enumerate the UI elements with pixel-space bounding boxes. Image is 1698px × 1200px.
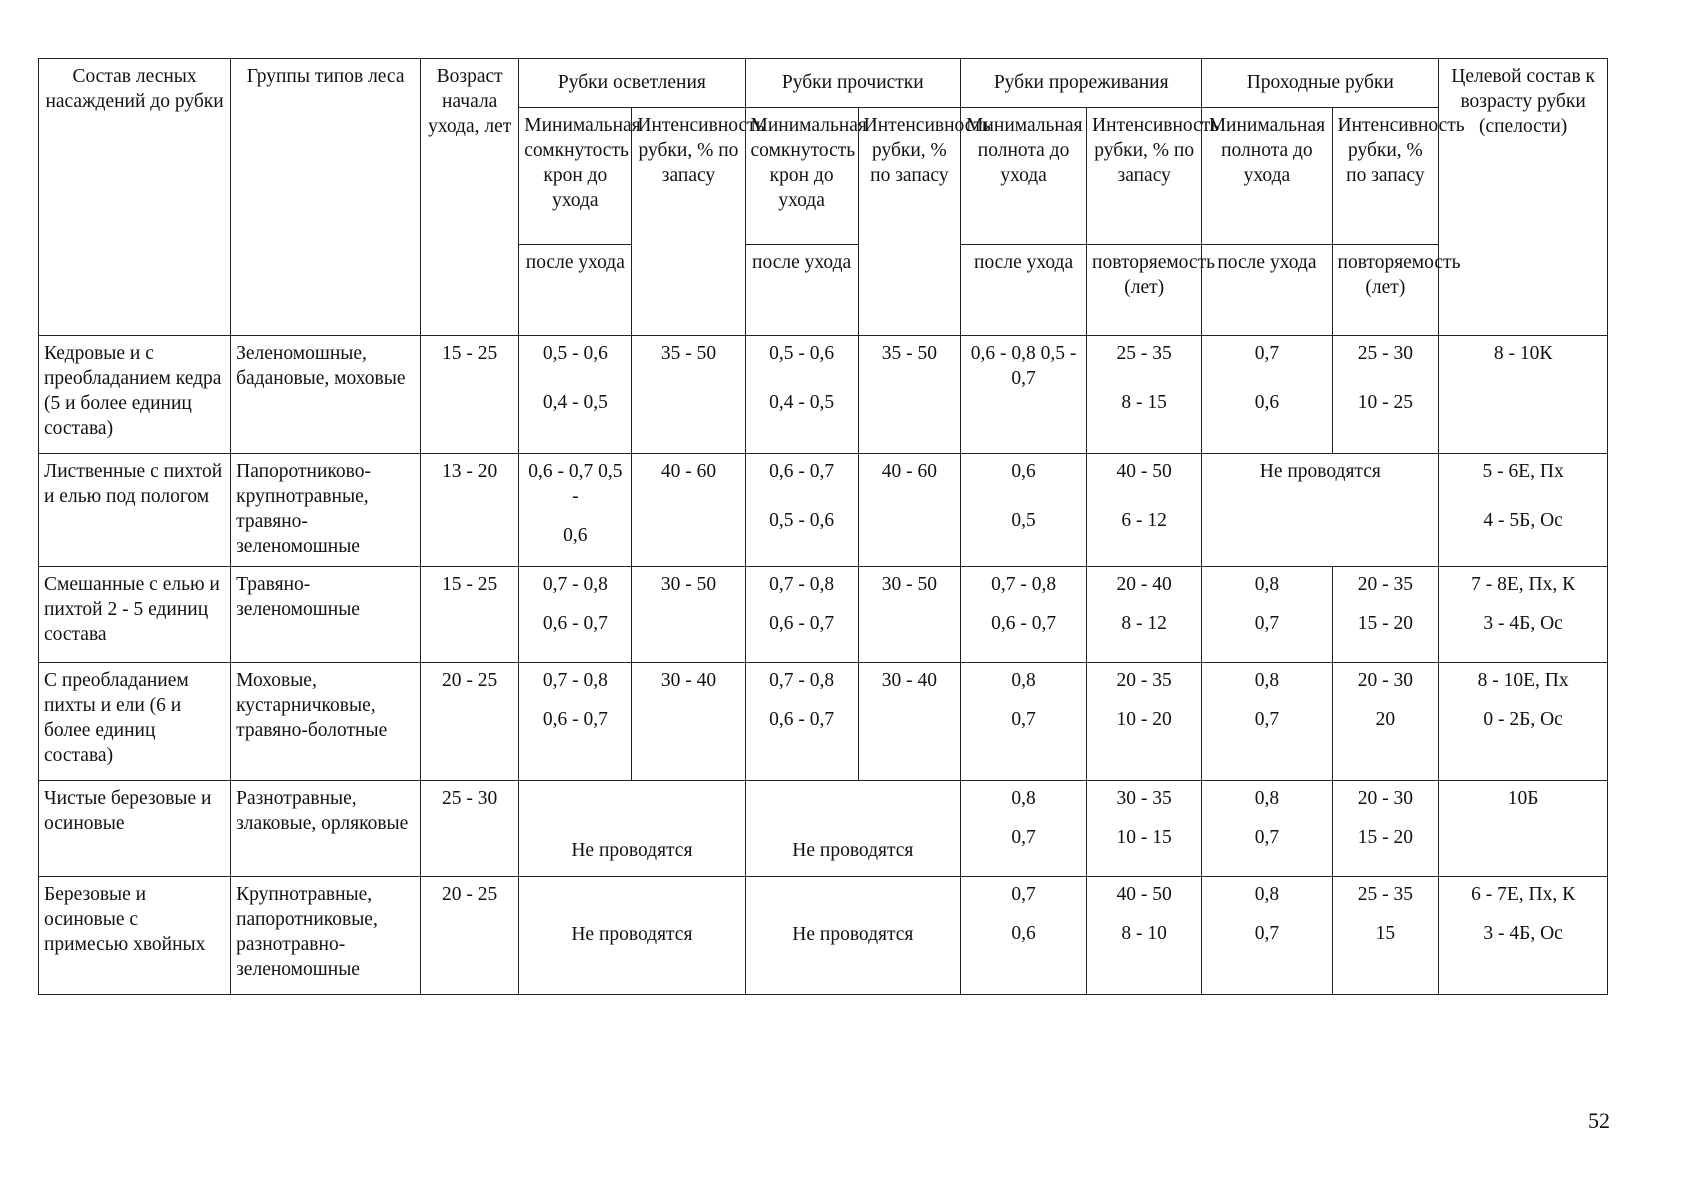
value-before: 0,6 - 0,7 0,5 - <box>528 461 623 507</box>
lightening-min-cell <box>519 566 632 662</box>
value-before: 0,8 <box>1254 787 1280 809</box>
header-thinning: Рубки прореживания <box>961 59 1202 108</box>
value-after: 0,4 - 0,5 <box>769 391 835 413</box>
lightening-not-applied-cell: Не проводятся <box>519 876 745 994</box>
lightening-int-cell: 35 - 50 <box>632 336 745 454</box>
thinning-min-cell <box>961 876 1087 994</box>
thinning-min-cell <box>961 566 1087 662</box>
value-after: 0,7 <box>1011 826 1036 848</box>
thinning-int-cell <box>1087 876 1202 994</box>
forest-group-cell: Крупнотравные, папоротниковые, разнотравно-зеленомошные <box>231 876 421 994</box>
age-cell: 25 - 30 <box>421 780 519 876</box>
value-intensity: 20 - 40 <box>1116 573 1172 595</box>
header-passing-min: Минимальная полнота до ухода <box>1202 108 1332 245</box>
age-cell: 20 - 25 <box>421 876 519 994</box>
value-after: 0,6 <box>1011 922 1036 944</box>
value-repeat: 10 - 20 <box>1116 708 1172 730</box>
value-before: 0,6 - 0,7 <box>769 461 835 482</box>
target-secondary: 0 - 2Б, Ос <box>1483 708 1563 730</box>
value-after: 0,6 - 0,7 <box>769 708 835 730</box>
composition-cell: Березовые и осиновые с примесью хвойных <box>39 876 231 994</box>
value-repeat: 15 - 20 <box>1357 826 1413 848</box>
value-repeat: 20 <box>1375 708 1396 730</box>
thinning-min-cell <box>961 662 1087 780</box>
value-intensity: 20 - 35 <box>1357 573 1413 595</box>
target-primary: 7 - 8Е, Пх, К <box>1471 573 1576 595</box>
lightening-int-cell: 30 - 50 <box>632 566 745 662</box>
thinning-int-cell <box>1087 454 1202 567</box>
composition-cell: Лиственные с пихтой и елью под пологом <box>39 454 231 567</box>
value-before: 0,7 - 0,8 <box>542 669 608 691</box>
header-passing-repeat: повторяемость (лет) <box>1332 245 1439 336</box>
lightening-int-cell: 30 - 40 <box>632 662 745 780</box>
value-intensity: 20 - 30 <box>1357 669 1413 691</box>
value-repeat: 8 - 12 <box>1121 612 1167 634</box>
value-before: 0,5 - 0,6 <box>542 343 608 364</box>
value-before: 0,7 - 0,8 <box>542 573 608 595</box>
page-number: 52 <box>1588 1108 1610 1133</box>
table-row <box>39 566 1608 662</box>
header-thinning-min: Минимальная полнота до ухода <box>961 108 1087 245</box>
thinning-min-cell: 0,6 - 0,8 0,5 - 0,7 <box>961 336 1087 454</box>
value-after: 0,6 <box>563 524 588 546</box>
header-passing: Проходные рубки <box>1202 59 1439 108</box>
value-intensity: 40 - 50 <box>1116 883 1172 905</box>
composition-cell: Смешанные с елью и пихтой 2 - 5 единиц состава <box>39 566 231 662</box>
value-after: 0,7 <box>1011 708 1036 730</box>
target-primary: 6 - 7Е, Пх, К <box>1471 883 1576 905</box>
value-after: 0,7 <box>1254 922 1280 944</box>
value-repeat: 10 - 25 <box>1357 391 1413 413</box>
target-cell <box>1439 662 1608 780</box>
value-before: 0,7 - 0,8 <box>769 573 835 595</box>
age-cell: 20 - 25 <box>421 662 519 780</box>
forest-group-cell: Разнотравные, злаковые, орляковые <box>231 780 421 876</box>
table-row <box>39 662 1608 780</box>
passing-int-cell <box>1332 566 1439 662</box>
value-before: 0,8 <box>1254 669 1280 691</box>
header-lightening-int: Интенсивность рубки, % по запасу <box>632 108 745 336</box>
target-secondary: 4 - 5Б, Ос <box>1483 509 1563 531</box>
header-lightening: Рубки осветления <box>519 59 745 108</box>
header-cleaning-after: после ухода <box>745 245 858 336</box>
target-cell <box>1439 336 1608 454</box>
value-before: 0,5 - 0,6 <box>769 343 835 364</box>
value-after: 0,7 <box>1254 826 1280 848</box>
table-row <box>39 454 1608 567</box>
age-cell: 15 - 25 <box>421 336 519 454</box>
passing-not-applied-cell: Не проводятся <box>1202 454 1439 567</box>
value-after: 0,6 - 0,7 <box>542 612 608 634</box>
value-after: 0,6 - 0,7 <box>769 612 835 634</box>
cleaning-int-cell: 40 - 60 <box>858 454 960 567</box>
lightening-min-cell <box>519 662 632 780</box>
header-composition: Состав лесных насаждений до рубки <box>39 59 231 336</box>
value-after: 0,6 - 0,7 <box>991 612 1057 634</box>
header-target: Целевой состав к возрасту рубки (спелости) <box>1439 59 1608 336</box>
thinning-int-cell <box>1087 780 1202 876</box>
value-after: 0,7 <box>1254 708 1280 730</box>
thinning-min-cell <box>961 780 1087 876</box>
thinning-int-cell <box>1087 566 1202 662</box>
value-intensity: 20 - 35 <box>1116 669 1172 691</box>
passing-min-cell <box>1202 566 1332 662</box>
cleaning-min-cell <box>745 662 858 780</box>
passing-int-cell <box>1332 336 1439 454</box>
value-intensity: 30 - 35 <box>1116 787 1172 809</box>
target-primary: 8 - 10К <box>1493 343 1553 364</box>
target-primary: 5 - 6Е, Пх <box>1482 461 1564 482</box>
value-before: 0,8 <box>1011 787 1036 809</box>
value-repeat: 6 - 12 <box>1121 509 1167 531</box>
target-primary: 10Б <box>1507 787 1539 809</box>
header-cleaning-min: Минимальная сомкнутость крон до ухода <box>745 108 858 245</box>
target-cell <box>1439 876 1608 994</box>
header-lightening-after: после ухода <box>519 245 632 336</box>
value-after: 0,4 - 0,5 <box>542 391 608 413</box>
value-before: 0,7 <box>1254 343 1280 364</box>
composition-cell: С преобладанием пихты и ели (6 и более единиц состава) <box>39 662 231 780</box>
value-before: 0,8 <box>1254 883 1280 905</box>
value-repeat: 10 - 15 <box>1116 826 1172 848</box>
value-before: 0,7 <box>1011 883 1036 905</box>
value-intensity: 25 - 35 <box>1357 883 1413 905</box>
thinning-int-cell <box>1087 336 1202 454</box>
lightening-not-applied-cell: Не проводятся <box>519 780 745 876</box>
header-thinning-repeat: повторяемость (лет) <box>1087 245 1202 336</box>
header-thinning-after: после ухода <box>961 245 1087 336</box>
header-start-age: Возраст начала ухода, лет <box>421 59 519 336</box>
cleaning-min-cell <box>745 454 858 567</box>
value-after: 0,5 - 0,6 <box>769 509 835 531</box>
value-intensity: 25 - 35 <box>1116 343 1172 364</box>
header-passing-after: после ухода <box>1202 245 1332 336</box>
passing-min-cell <box>1202 876 1332 994</box>
cleaning-not-applied-cell: Не проводятся <box>745 876 961 994</box>
header-cleaning-int: Интенсивность рубки, % по запасу <box>858 108 960 336</box>
forest-group-cell: Моховые, кустарничковые, травяно-болотные <box>231 662 421 780</box>
lightening-int-cell: 40 - 60 <box>632 454 745 567</box>
cleaning-int-cell: 30 - 50 <box>858 566 960 662</box>
value-intensity: 25 - 30 <box>1357 343 1413 364</box>
thinning-int-cell <box>1087 662 1202 780</box>
header-thinning-int: Интенсивность рубки, % по запасу <box>1087 108 1202 245</box>
value-intensity: 20 - 30 <box>1357 787 1413 809</box>
table-row <box>39 780 1608 876</box>
forest-group-cell: Зеленомошные, бадановые, моховые <box>231 336 421 454</box>
lightening-min-cell <box>519 336 632 454</box>
lightening-min-cell <box>519 454 632 567</box>
header-lightening-min: Минимальная сомкнутость крон до ухода <box>519 108 632 245</box>
target-cell <box>1439 454 1608 567</box>
target-secondary: 3 - 4Б, Ос <box>1483 922 1563 944</box>
table-row <box>39 876 1608 994</box>
age-cell: 15 - 25 <box>421 566 519 662</box>
value-after: 0,5 <box>1011 509 1036 531</box>
forest-group-cell: Травяно-зеленомошные <box>231 566 421 662</box>
composition-cell: Чистые березовые и осиновые <box>39 780 231 876</box>
value-intensity: 40 - 50 <box>1116 461 1172 482</box>
value-before: 0,7 - 0,8 <box>769 669 835 691</box>
value-repeat: 8 - 10 <box>1121 922 1167 944</box>
cleaning-min-cell <box>745 566 858 662</box>
table-row <box>39 336 1608 454</box>
age-cell: 13 - 20 <box>421 454 519 567</box>
value-before: 0,7 - 0,8 <box>991 573 1057 595</box>
cleaning-min-cell <box>745 336 858 454</box>
value-repeat: 15 <box>1375 922 1396 944</box>
header-passing-int: Интенсивность рубки, % по запасу <box>1332 108 1439 245</box>
passing-int-cell <box>1332 780 1439 876</box>
target-secondary: 3 - 4Б, Ос <box>1483 612 1563 634</box>
target-cell <box>1439 780 1608 876</box>
cleaning-not-applied-cell: Не проводятся <box>745 780 961 876</box>
forest-group-cell: Папоротниково-крупнотравные, травяно-зеленомошные <box>231 454 421 567</box>
header-cleaning: Рубки прочистки <box>745 59 961 108</box>
value-repeat: 8 - 15 <box>1121 391 1167 413</box>
passing-int-cell <box>1332 662 1439 780</box>
value-after: 0,6 - 0,7 <box>542 708 608 730</box>
header-row-1 <box>39 59 1608 108</box>
value-before: 0,8 <box>1011 669 1036 691</box>
cleaning-int-cell: 35 - 50 <box>858 336 960 454</box>
passing-int-cell <box>1332 876 1439 994</box>
value-after: 0,7 <box>1254 612 1280 634</box>
value-before: 0,6 <box>1011 461 1036 482</box>
forest-care-table <box>38 58 1608 995</box>
header-forest-groups: Группы типов леса <box>231 59 421 336</box>
value-repeat: 15 - 20 <box>1357 612 1413 634</box>
target-cell <box>1439 566 1608 662</box>
passing-min-cell <box>1202 662 1332 780</box>
thinning-min-cell <box>961 454 1087 567</box>
composition-cell: Кедровые и с преобладанием кедра (5 и более единиц состава) <box>39 336 231 454</box>
value-before: 0,8 <box>1254 573 1280 595</box>
target-primary: 8 - 10Е, Пх <box>1477 669 1569 691</box>
value-after: 0,6 <box>1254 391 1280 413</box>
cleaning-int-cell: 30 - 40 <box>858 662 960 780</box>
passing-min-cell <box>1202 780 1332 876</box>
passing-min-cell <box>1202 336 1332 454</box>
